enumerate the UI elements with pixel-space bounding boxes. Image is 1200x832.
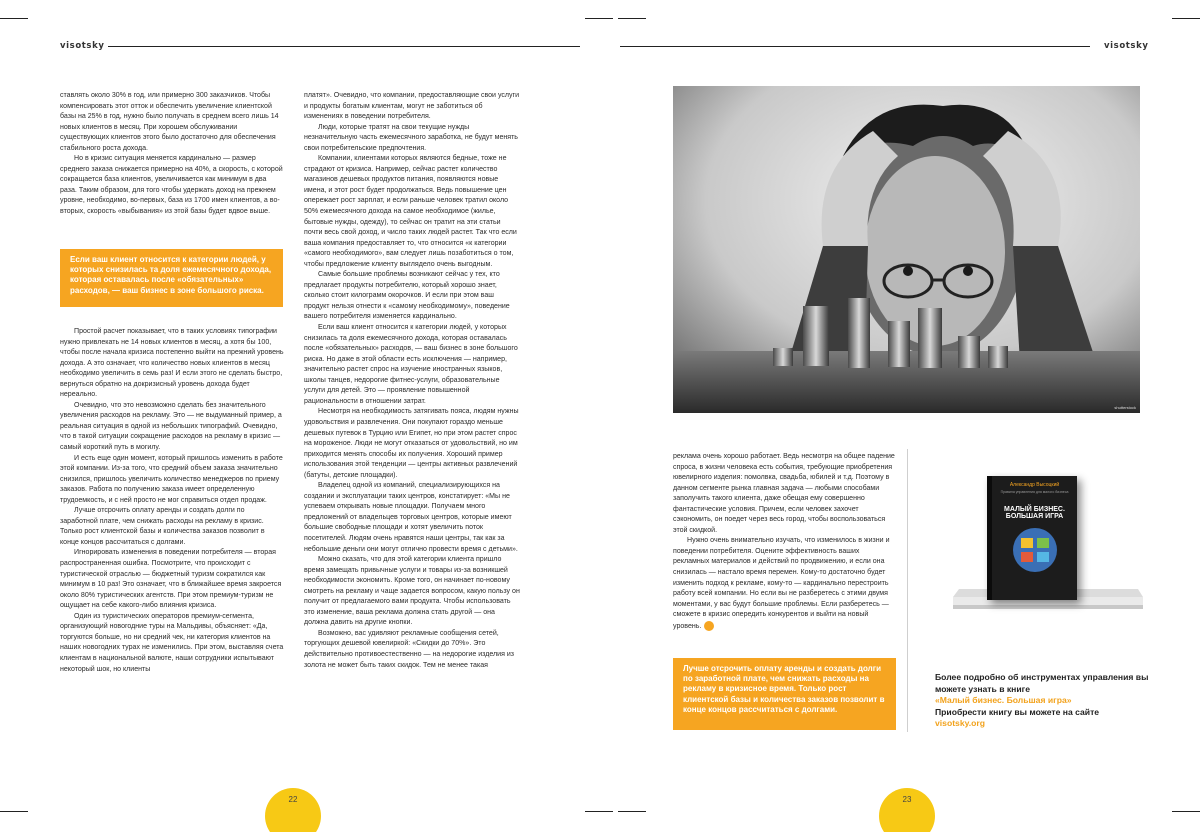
- book-promo-text: Более подробно об инструментах управления вы можете узнать в книге: [935, 672, 1149, 694]
- book-cover: [987, 476, 1077, 600]
- crop-mark: [618, 811, 646, 812]
- paragraph: ставлять около 30% в год, или примерно 300 заказчиков. Чтобы компенсировать этот отток и обеспечить увеличение клиентской базы на 25% в год, нужно было получать в среднем всего лишь 14 новых клиентов в месяц. При хорошем обслуживании существующих клиентов этого было достаточно для обеспечения стабильного роста дохода.: [60, 92, 279, 152]
- text-column-1b: [60, 327, 284, 675]
- text-column-2: [304, 91, 520, 671]
- paragraph-text: Нужно очень внимательно изучать, что изменилось в жизни и поведении потребителя. Оцените эффективность ваших рекламных материалов и действий по продвижению, и если она снизилась — настало время перемен. Кому-то достаточно будет изменить подход к рекламе, кому-то — кардинально перестроить работу всей компании. Но если вы не разберетесь с этими двумя моментами, у вас будут большие проблемы. Если разберетесь — сможете в кризис опередить конкурентов и выйти на новый уровень.: [673, 537, 890, 630]
- paragraph: Несмотря на необходимость затягивать пояса, людям нужны удовольствия и развлечения. Они покупают гораздо меньше дешевых путевок в Турцию или Египет, но при этом растет спрос на мороженое. Люди не могут отказаться от удовольствий, но им приходится менять способы их получения. Хороший пример использования этой тенденции — центры активных развлечений (батуты, детские площадки).: [304, 408, 519, 479]
- paragraph: Можно сказать, что для этой категории клиента пришло время замещать привычные услуги и товары из-за возникшей необходимости экономить. Кроме того, он начинает по-новому смотреть на рекламу и чаще задается вопросом, какую пользу он получит от предлагаемого вами продукта. Чтобы использовать это изменение, ваша реклама должна стать другой — она должна давить на другие кнопки.: [304, 556, 520, 627]
- book-title-line2: БОЛЬШАЯ ИГРА: [1005, 513, 1064, 520]
- page-number-left: 22: [265, 788, 321, 832]
- crop-mark: [0, 18, 28, 19]
- header-rule-right: [620, 46, 1090, 47]
- crop-mark: [0, 811, 28, 812]
- text-column-3: [673, 452, 895, 632]
- page-number-right: 23: [879, 788, 935, 832]
- book-promo-purchase: Приобрести книгу вы можете на сайте: [935, 706, 1100, 717]
- website-link[interactable]: visotsky.org: [935, 718, 985, 728]
- paragraph: реклама очень хорошо работает. Ведь несмотря на общее падение спроса, в жизни человека есть события, требующие приобретения ювелирного изделия: помолвка, свадьба, юбилей и т.д. Поэтому в данном сегменте рынка главная задача — любыми способами заполучить такого клиента, даже обещая ему совершенно фантастические условия. Причем, если человек захочет сэкономить, он поедет через весь город, чтобы воспользоваться этой скидкой.: [673, 453, 895, 534]
- photo-credit: shutterstock: [1114, 405, 1136, 410]
- paragraph: Компании, клиентами которых являются бедные, тоже не страдают от кризиса. Например, сейчас растет количество магазинов дешевых продуктов питания, появляются новые имена, и этот рост будет продолжаться. Ведь повышение цен опережает рост зарплат, и если раньше человек тратил около 50% ежемесячного дохода на самое необходимое (жилье, бытовые нужды, одежду), то сейчас он тратит на эти статьи почти весь свой доход, и число таких людей растет. Так что если ваша компания предоставляет то, что относится «к категории «самого необходимого», вам следует лишь позаботиться о том, чтобы предложение клиенту выглядело очень выгодным.: [304, 155, 517, 268]
- pull-quote-right: Лучше отсрочить оплату аренды и создать долги по заработной плате, чем снижать расходы на рекламу в кризисное время. Только рост клиентской базы и количества заказов позволит в конце концов рассчитаться с долгами.: [673, 658, 896, 730]
- paragraph: Владелец одной из компаний, специализирующихся на создании и эксплуатации таких центров, констатирует: «Мы не успеваем открывать новые площадки. Получаем много предложений от владельцев торговых центров, которые имеют большие свободные площади и хотят увеличить поток посетителей. Людям очень нравятся наши центры, так как за небольшие деньги они могут отлично провести время с детьми».: [304, 482, 518, 553]
- book-promo: [935, 672, 1150, 730]
- crop-mark: [1172, 811, 1200, 812]
- crop-mark: [585, 811, 613, 812]
- paragraph: платят». Очевидно, что компании, предоставляющие свои услуги и продукты богатым клиентам, могут не заботиться об изменениях в поведении потребителя.: [304, 92, 520, 121]
- paragraph: Но в кризис ситуация меняется кардинально — размер среднего заказа снижается примерно на 40%, а скорость, с которой сокращается база клиентов, увеличивается как минимум в два раза. Таким образом, для того чтобы удержать доход на прежнем уровне, необходимо, во-первых, база из 1700 имен клиентов, а во-вторых, скорость «выбывания» из этой базы будет вдвое выше.: [60, 155, 283, 216]
- paragraph: Возможно, вас удивляют рекламные сообщения сетей, торгующих дешевой ювелиркой: «Скидки до 70%». Это действительно противоестественно — на недорогие изделия из золота не может быть таких скидок. Тем не менее такая: [304, 629, 515, 669]
- paragraph: Самые большие проблемы возникают сейчас у тех, кто предлагает продукты потребителю, который хорошо знает, сколько стоит килограмм окорочков. И если при этом ваш продукт нельзя отнести к «самому необходимому», поведение вашего потребителя изменяется кардинально.: [304, 271, 510, 321]
- paragraph: Игнорировать изменения в поведении потребителя — вторая распространенная ошибка. Посмотрите, что происходит с туристической отраслью — бюджетный туризм сократился как минимум в 10 раз! Это означает, что в ближайшее время закроется около 80% туристических агентств. При этом премиум-туризм не ощущает на себе какого-либо влияния кризиса.: [60, 549, 282, 610]
- photo-illustration: [673, 86, 1140, 413]
- paragraph: [673, 536, 895, 632]
- column-divider: [907, 449, 908, 732]
- paragraph: И есть еще один момент, который пришлось изменить в работе этой компании. Из-за того, что средний объем заказа значительно снизился, пришлось увеличить количество менеджеров по приему заказов. Работа по получению заказа имеет определенную трудоемкость, и с ней просто не мог справиться отдел продаж.: [60, 454, 283, 504]
- book-name: «Малый бизнес. Большая игра»: [935, 695, 1072, 705]
- paragraph: Люди, которые тратят на свои текущие нужды незначительную часть ежемесячного заработка, не будут менять свои потребительские предпочтения.: [304, 123, 518, 152]
- crop-mark: [618, 18, 646, 19]
- end-of-article-mark: V: [704, 621, 714, 631]
- book-subtitle: Правила управления для малого бизнеса: [1000, 490, 1069, 494]
- book-cover-emblem: [1011, 526, 1059, 574]
- crop-mark: [1172, 18, 1200, 19]
- brand-logo-left: visotsky: [60, 41, 105, 51]
- paragraph: Один из туристических операторов премиум-сегмента, организующий новогодние туры на Мальдивы, объясняет: «Да, торгуются больше, но ни средний чек, ни категория клиентов на наших новогодних турах не изменились. При этом, выставляя счета клиентам в национальной валюте, наши сотрудники испытывают некоторый шок, но клиенты: [60, 612, 284, 673]
- paragraph: Лучше отсрочить оплату аренды и создать долги по заработной плате, чем снижать расходы на рекламу в кризис. Только рост клиентской базы и количества заказов позволит в конце концов рассчитаться с долгами.: [60, 507, 265, 546]
- paragraph: Если ваш клиент относится к категории людей, у которых снизилась та доля ежемесячного дохода, которая оставалась после «обязательных» расходов, — ваш бизнес в зоне большого риска. Но даже в этой области есть исключения — например, значительно растет спрос на изучение иностранных языков, школы танцев, недорогие фитнес-услуги, образовательные услуги для детей. Это — проявление повышенной рациональности в отношении затрат.: [304, 324, 518, 405]
- paragraph: Очевидно, что это невозможно сделать без значительного увеличения расходов на рекламу. Это — не выдуманный пример, а реальная ситуация в одной из небольших типографий. Очевидно, что в такой ситуации сокращение расходов на рекламу в кризис — самый короткий путь в могилу.: [60, 401, 282, 452]
- crop-mark: [585, 18, 613, 19]
- brand-logo-right: visotsky: [1104, 41, 1149, 51]
- book-title-line1: МАЛЫЙ БИЗНЕС.: [1004, 506, 1065, 513]
- paragraph: Простой расчет показывает, что в таких условиях типографии нужно привлекать не 14 новых клиентов в месяц, а хотя бы 100, чтобы после начала кризиса постепенно выйти на прежний уровень дохода. А это означает, что количество новых клиентов в месяц необходимо увеличить в семь раз! И если этого не сделать быстро, вернуться обратно на докризисный уровень дохода будет нереально.: [60, 328, 284, 399]
- pull-quote-left: Если ваш клиент относится к категории людей, у которых снизилась та доля ежемесячного дохода, которая оставалась после «обязательных» расходов, — ваш бизнес в зоне большого риска.: [60, 249, 283, 307]
- text-column-1: [60, 91, 284, 218]
- header-rule-left: [108, 46, 580, 47]
- book-author: Александр Высоцкий: [1009, 482, 1060, 488]
- photo-stressed-man-coins: [673, 86, 1140, 413]
